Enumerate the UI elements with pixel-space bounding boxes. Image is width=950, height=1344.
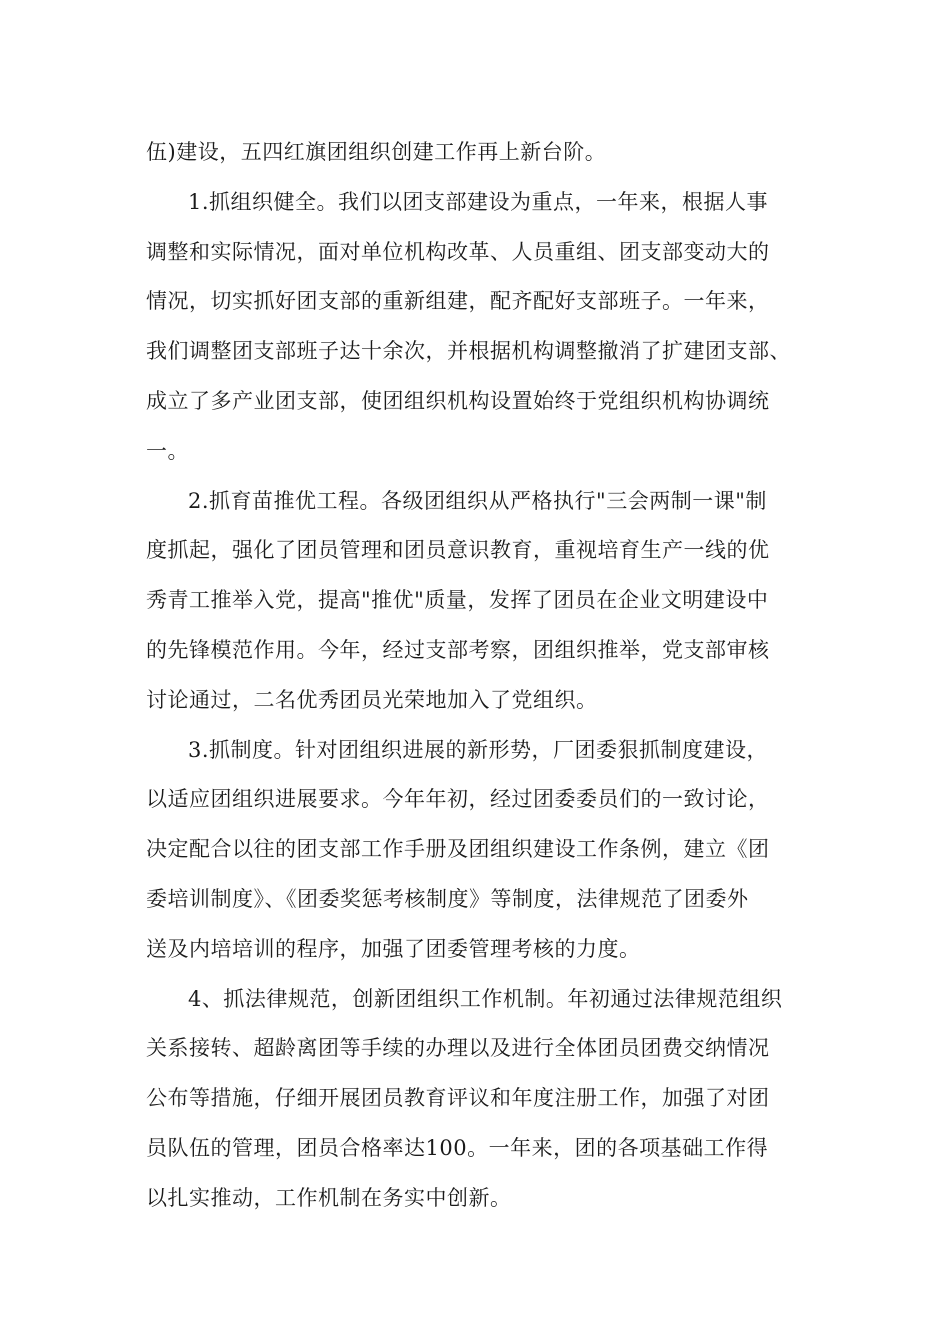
text-line: 的先锋模范作用。今年，经过支部考察，团组织推举，党支部审核 — [146, 637, 770, 662]
paragraph-start-line: 4、抓法律规范，创新团组织工作机制。年初通过法律规范组织 — [188, 986, 783, 1011]
text-line: 我们调整团支部班子达十余次，并根据机构调整撤消了扩建团支部、 — [146, 339, 791, 364]
text-line: 成立了多产业团支部，使团组织机构设置始终于党组织机构协调统 — [146, 388, 770, 413]
text-line: 以适应团组织进展要求。今年年初，经过团委委员们的一致讨论， — [146, 787, 770, 812]
text-line: 调整和实际情况，面对单位机构改革、人员重组、团支部变动大的 — [146, 239, 770, 264]
text-line: 伍)建设，五四红旗团组织创建工作再上新台阶。 — [146, 140, 607, 164]
text-line: 情况，切实抓好团支部的重新组建，配齐配好支部班子。一年来， — [146, 289, 770, 314]
paragraph-start-line: 1.抓组织健全。我们以团支部建设为重点，一年来，根据人事 — [188, 189, 769, 214]
text-line: 员队伍的管理，团员合格率达100。一年来，团的各项基础工作得 — [146, 1135, 769, 1160]
text-line: 一。 — [146, 438, 189, 463]
text-line: 委培训制度》、《团委奖惩考核制度》等制度，法律规范了团委外 — [146, 886, 749, 911]
text-line: 讨论通过，二名优秀团员光荣地加入了党组织。 — [146, 687, 598, 712]
text-line: 关系接转、超龄离团等手续的办理以及进行全体团员团费交纳情况 — [146, 1036, 770, 1061]
document-body — [146, 128, 816, 1224]
text-line: 公布等措施，仔细开展团员教育评议和年度注册工作，加强了对团 — [146, 1086, 770, 1111]
paragraph-start-line: 3.抓制度。针对团组织进展的新形势，厂团委狠抓制度建设， — [188, 737, 769, 762]
text-line: 秀青工推举入党，提高"推优"质量，发挥了团员在企业文明建设中 — [146, 588, 769, 613]
text-line: 送及内培培训的程序，加强了团委管理考核的力度。 — [146, 936, 641, 961]
paragraph-start-line: 2.抓育苗推优工程。各级团组织从严格执行"三会两制一课"制 — [188, 488, 767, 513]
text-line: 决定配合以往的团支部工作手册及团组织建设工作条例，建立《团 — [146, 837, 770, 862]
text-line: 度抓起，强化了团员管理和团员意识教育，重视培育生产一线的优 — [146, 538, 770, 563]
text-line: 以扎实推动，工作机制在务实中创新。 — [146, 1185, 512, 1210]
